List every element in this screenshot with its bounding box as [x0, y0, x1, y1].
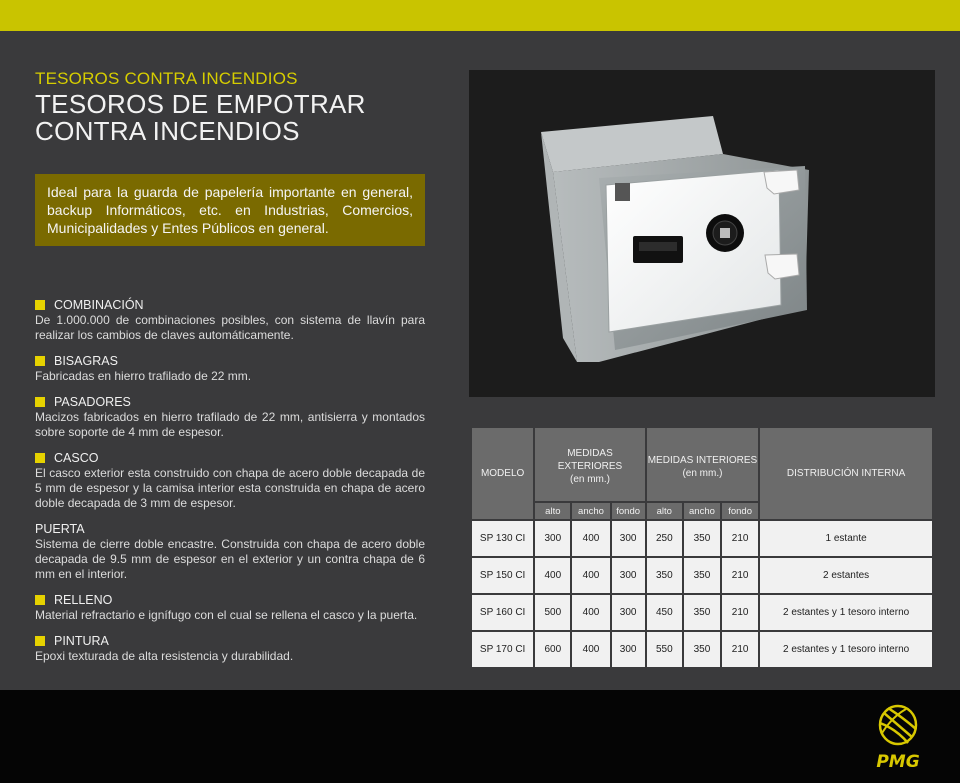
cell: 300 — [612, 521, 645, 556]
bullet-icon — [35, 300, 45, 310]
table-row — [472, 595, 932, 630]
feature-title: CASCO — [54, 451, 99, 465]
col-header-exteriores: MEDIDAS EXTERIORES (en mm.) — [535, 428, 644, 501]
bullet-icon — [35, 636, 45, 646]
title-line-2: CONTRA INCENDIOS — [35, 116, 300, 146]
title-line-1: TESOROS DE EMPOTRAR — [35, 89, 366, 119]
cell: 400 — [572, 632, 609, 667]
specs-table — [470, 426, 934, 669]
intro-box: Ideal para la guarda de papelería importante en general, backup Informáticos, etc. en Industrias, Comercios, Municipalidades y Entes Públicos en general. — [35, 174, 425, 246]
feature-title: COMBINACIÓN — [54, 298, 144, 312]
feature-bisagras — [35, 353, 425, 384]
safe-hinge-bottom — [765, 254, 799, 279]
bullet-icon — [35, 453, 45, 463]
cell-modelo: SP 150 CI — [472, 558, 533, 593]
feature-combinacion — [35, 297, 425, 343]
table-row — [472, 632, 932, 667]
col-header-distribucion: DISTRIBUCIÓN INTERNA — [760, 428, 932, 519]
feature-pintura — [35, 633, 425, 664]
cell: 400 — [535, 558, 570, 593]
col-header-modelo: MODELO — [472, 428, 533, 519]
feature-text: Epoxi texturada de alta resistencia y durabilidad. — [35, 649, 294, 663]
cell: 300 — [612, 595, 645, 630]
feature-text: De 1.000.000 de combinaciones posibles, con sistema de llavín para realizar los cambios de claves automáticamente. — [35, 313, 425, 342]
feature-text: Sistema de cierre doble encastre. Construida con chapa de acero doble decapada de 9.5 mm de espesor en el exterior y un contra chapa de 6 mm en el interior. — [35, 537, 425, 581]
bullet-icon — [35, 356, 45, 366]
sub-header: alto — [535, 503, 570, 519]
cell: 210 — [722, 595, 758, 630]
cell: 300 — [612, 558, 645, 593]
cell: 300 — [535, 521, 570, 556]
bullet-icon — [35, 397, 45, 407]
cell-modelo: SP 160 CI — [472, 595, 533, 630]
cell: 210 — [722, 521, 758, 556]
cell: 400 — [572, 521, 609, 556]
feature-pasadores — [35, 394, 425, 440]
cell: 400 — [572, 595, 609, 630]
cell: 210 — [722, 558, 758, 593]
cell-distribucion: 2 estantes y 1 tesoro interno — [760, 595, 932, 630]
cell: 450 — [647, 595, 682, 630]
feature-title: PUERTA — [35, 522, 85, 536]
cell: 350 — [684, 595, 720, 630]
feature-text: El casco exterior esta construido con chapa de acero doble decapada de 5 mm de espesor y la camisa interior esta construida en chapa de acero doble decapada de 3 mm de espesor. — [35, 466, 425, 510]
bullet-icon — [35, 595, 45, 605]
feature-relleno — [35, 592, 425, 623]
sub-header: ancho — [572, 503, 609, 519]
sub-header: fondo — [722, 503, 758, 519]
sub-header: ancho — [684, 503, 720, 519]
globe-icon — [862, 703, 934, 773]
safe-illustration — [469, 70, 935, 397]
footer-bar — [0, 690, 960, 783]
cell: 500 — [535, 595, 570, 630]
feature-text: Material refractario e ignífugo con el cual se rellena el casco y la puerta. — [35, 608, 418, 622]
top-accent-bar — [0, 0, 960, 31]
feature-title: RELLENO — [54, 593, 113, 607]
table-row — [472, 558, 932, 593]
cell-distribucion: 2 estantes y 1 tesoro interno — [760, 632, 932, 667]
feature-text: Fabricadas en hierro trafilado de 22 mm. — [35, 369, 252, 383]
cell: 350 — [647, 558, 682, 593]
page-title — [35, 91, 366, 145]
cell: 210 — [722, 632, 758, 667]
cell: 300 — [612, 632, 645, 667]
cell: 350 — [684, 521, 720, 556]
safe-logo-plate — [615, 183, 630, 201]
feature-title: PASADORES — [54, 395, 131, 409]
pmg-logo — [862, 703, 934, 773]
category-kicker: TESOROS CONTRA INCENDIOS — [35, 69, 298, 88]
cell-modelo: SP 130 CI — [472, 521, 533, 556]
cell: 350 — [684, 558, 720, 593]
cell: 350 — [684, 632, 720, 667]
cell: 550 — [647, 632, 682, 667]
features-list — [35, 297, 425, 674]
cell-distribucion: 2 estantes — [760, 558, 932, 593]
logo-text: PMG — [876, 752, 920, 772]
cell: 600 — [535, 632, 570, 667]
cell-distribucion: 1 estante — [760, 521, 932, 556]
feature-text: Macizos fabricados en hierro trafilado de 22 mm, antisierra y montados sobre soporte de 4 mm de espesor. — [35, 410, 425, 439]
safe-hinge-top — [764, 170, 799, 194]
sub-header: alto — [647, 503, 682, 519]
feature-casco — [35, 450, 425, 511]
cell-modelo: SP 170 CI — [472, 632, 533, 667]
sub-header: fondo — [612, 503, 645, 519]
safe-door — [606, 170, 781, 332]
feature-puerta — [35, 521, 425, 582]
col-header-interiores: MEDIDAS INTERIORES (en mm.) — [647, 428, 758, 501]
table-row — [472, 521, 932, 556]
feature-title: BISAGRAS — [54, 354, 118, 368]
feature-title: PINTURA — [54, 634, 109, 648]
cell: 250 — [647, 521, 682, 556]
product-photo — [469, 70, 935, 397]
cell: 400 — [572, 558, 609, 593]
